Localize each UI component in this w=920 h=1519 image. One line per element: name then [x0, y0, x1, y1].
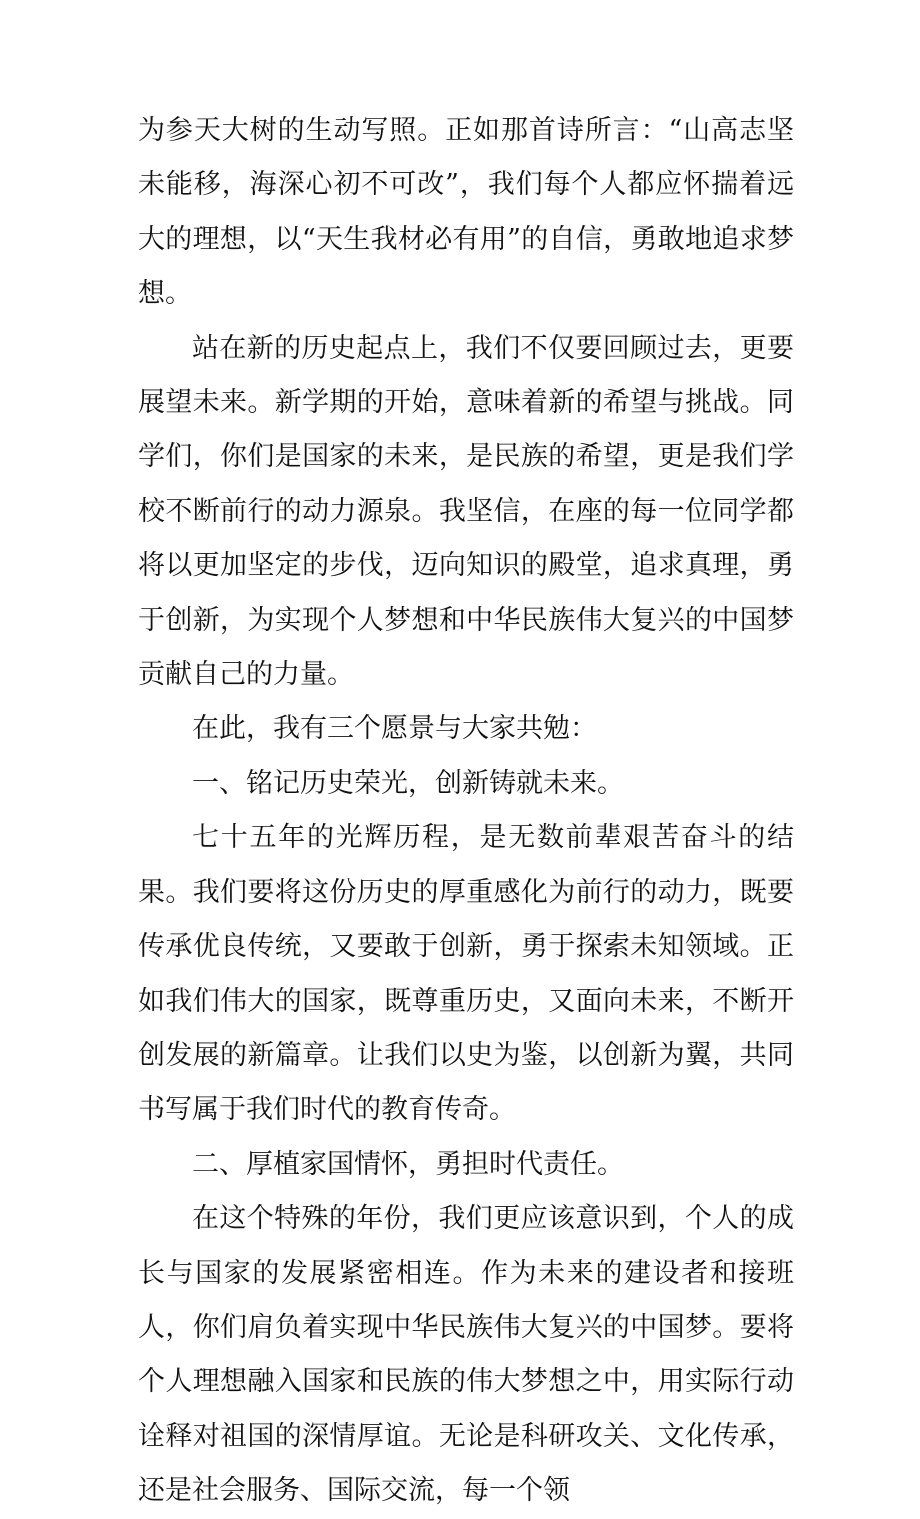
paragraph-three-visions-intro: 在此，我有三个愿景与大家共勉： — [192, 713, 597, 745]
document-body — [138, 104, 794, 1519]
paragraph-patriotism: 在这个特殊的年份，我们更应该意识到，个人的成长与国家的发展紧密相连。作为未来的建设者和接班人，你们肩负着实现中华民族伟大复兴的中国梦。要将个人理想融入国家和民族的伟大梦想之中，用实际行动诠释对祖国的深情厚谊。无论是科研攻关、文化传承，还是社会服务、国际交流，每一个领 — [138, 1203, 794, 1507]
paragraph-new-starting-point: 站在新的历史起点上，我们不仅要回顾过去，更要展望未来。新学期的开始，意味着新的希望与挑战。同学们，你们是国家的未来，是民族的希望，更是我们学校不断前行的动力源泉。我坚信，在座的每一位同学都将以更加坚定的步伐，迈向知识的殿堂，追求真理，勇于创新，为实现个人梦想和中华民族伟大复兴的中国梦贡献自己的力量。 — [138, 332, 794, 691]
section-heading-1: 一、铭记历史荣光，创新铸就未来。 — [192, 767, 624, 799]
paragraph-history: 七十五年的光辉历程，是无数前辈艰苦奋斗的结果。我们要将这份历史的厚重感化为前行的动力，既要传承优良传统，又要敢于创新，勇于探索未知领域。正如我们伟大的国家，既尊重历史，又面向未来，不断开创发展的新篇章。让我们以史为鉴，以创新为翼，共同书写属于我们时代的教育传奇。 — [138, 822, 794, 1126]
paragraph-continuation: 为参天大树的生动写照。正如那首诗所言：“山高志坚未能移，海深心初不可改”，我们每个人都应怀揣着远大的理想，以“天生我材必有用”的自信，勇敢地追求梦想。 — [138, 115, 794, 310]
section-heading-2: 二、厚植家国情怀，勇担时代责任。 — [192, 1148, 624, 1180]
